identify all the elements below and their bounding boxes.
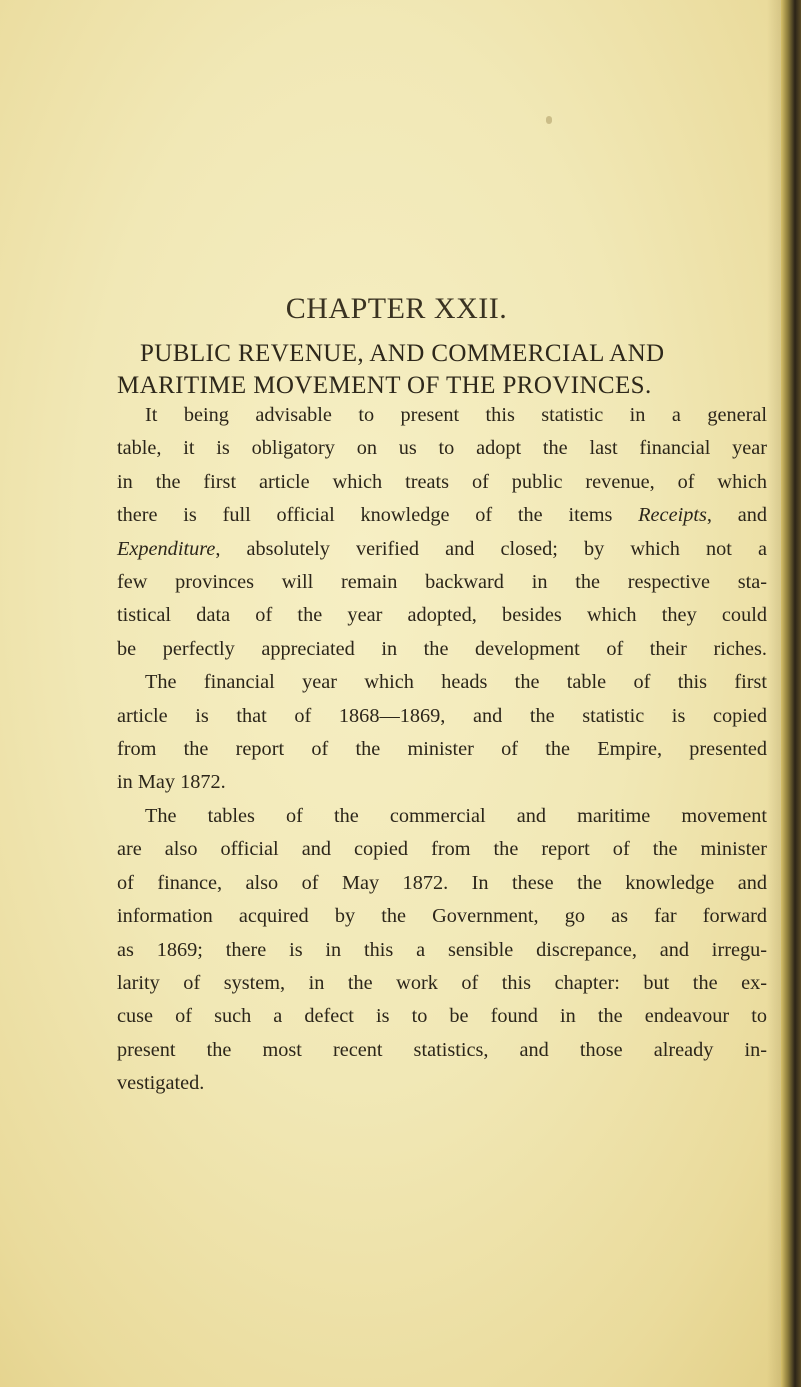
expenditure-italic: Expenditure [117, 537, 216, 560]
chapter-heading [117, 338, 780, 402]
p1-line-4-end: , and [706, 504, 767, 527]
p1-line-4-text: there is full official knowledge of the items [117, 504, 639, 527]
p1-line-6: few provinces will remain backward in the respective sta- [117, 571, 767, 594]
p3-line-3: of finance, also of May 1872. In these the knowledge and [117, 871, 767, 894]
p1-line-8: be perfectly appreciated in the development of their riches. [117, 637, 767, 660]
p1-line-3: in the first article which treats of public revenue, of which [117, 470, 767, 493]
p3-line-1: The tables of the commercial and maritime movement [145, 804, 767, 827]
p3-line-6: larity of system, in the work of this chapter: but the ex- [117, 971, 767, 994]
p3-line-5: as 1869; there is in this a sensible discrepance, and irregu- [117, 938, 767, 961]
p3-line-4: information acquired by the Government, go as far forward [117, 905, 767, 928]
heading-line-2: MARITIME MOVEMENT OF THE PROVINCES. [117, 372, 652, 399]
p1-line-5 [117, 533, 767, 566]
receipts-italic: Receipts [638, 504, 707, 527]
chapter-title: CHAPTER XXII. [285, 292, 508, 325]
page-edge-shadow [767, 0, 781, 1387]
p2-line-1: The financial year which heads the table of this first [145, 671, 767, 694]
p3-line-8: present the most recent statistics, and those already in- [117, 1038, 767, 1061]
p3-line-7: cuse of such a defect is to be found in the endeavour to [117, 1005, 767, 1028]
p3-line-2: are also official and copied from the report of the minister [117, 838, 767, 861]
p1-line-1: It being advisable to present this statistic in a general [145, 404, 767, 426]
p2-line-2: article is that of 1868—1869, and the statistic is copied [117, 704, 767, 727]
heading-line-1: PUBLIC REVENUE, AND COMMERCIAL AND [140, 340, 665, 367]
p2-line-3: from the report of the minister of the Empire, presented [117, 738, 767, 761]
p1-line-2: table, it is obligatory on us to adopt the last financial year [117, 437, 767, 460]
p1-line-7: tistical data of the year adopted, besides which they could [117, 604, 767, 627]
p2-line-4: in May 1872. [117, 771, 226, 794]
book-spine-edge [781, 0, 801, 1387]
p3-line-9: vestigated. [117, 1072, 205, 1095]
body-text [117, 399, 767, 1101]
p1-line-5-text: , absolutely verified and closed; by which not a [215, 537, 767, 560]
paper-blemish [546, 116, 552, 124]
p1-line-4 [117, 499, 767, 532]
